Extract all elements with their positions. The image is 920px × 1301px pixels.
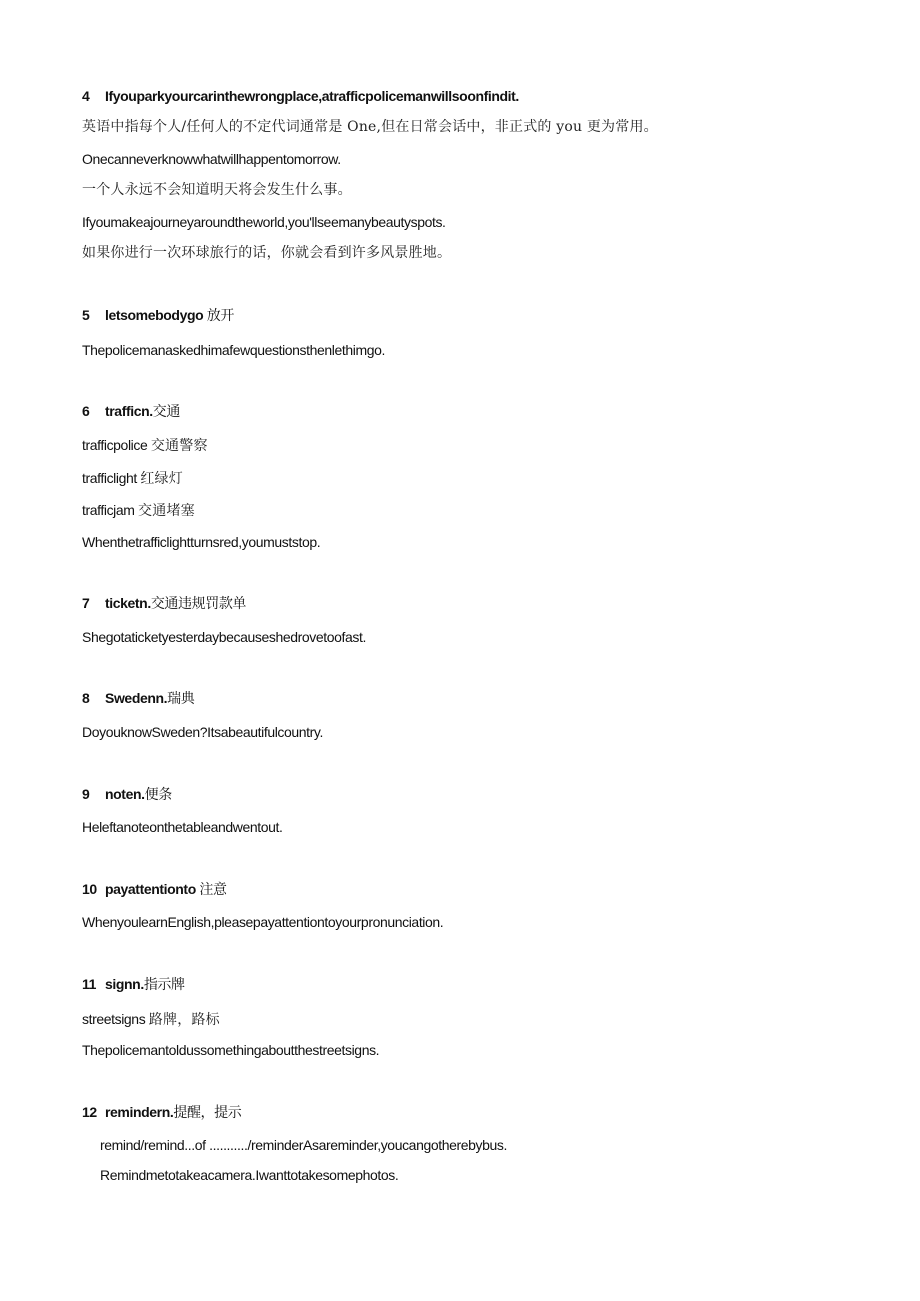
section-10-heading [82, 880, 227, 899]
section-4-example-1-translation: 一个人永远不会知道明天将会发生什么事。 [82, 182, 352, 198]
term-translation: 路牌，路标 [148, 1012, 220, 1028]
section-title-cn: 便条 [144, 787, 172, 803]
section-11-heading [82, 975, 185, 994]
section-4-example-2-translation: 如果你进行一次环球旅行的话，你就会看到许多风景胜地。 [82, 245, 452, 261]
term: trafficjam [82, 502, 135, 518]
section-11-item-1 [82, 1010, 220, 1029]
section-6-item-3 [82, 501, 195, 520]
term-translation: 交通警察 [150, 438, 208, 454]
section-title: signn. [105, 976, 144, 992]
section-4-example-2: Ifyoumakeajourneyaroundtheworld,you'llseemanybeautyspots. [82, 214, 446, 230]
section-9-example-1: Heleftanoteonthetableandwentout. [82, 819, 283, 835]
section-5-heading [82, 306, 234, 325]
section-9-heading [82, 785, 172, 804]
section-4-note: 英语中指每个人/任何人的不定代词通常是 One,但在日常会话中，非正式的 you 更为常用。 [82, 119, 658, 135]
section-number: 8 [82, 690, 90, 706]
section-4-heading [82, 87, 519, 105]
section-title-cn: 提醒，提示 [173, 1105, 242, 1121]
section-8-example-1: DoyouknowSweden?Itsabeautifulcountry. [82, 724, 323, 740]
section-6-example-1: Whenthetrafficlightturnsred,youmuststop. [82, 534, 321, 550]
section-title: ticketn. [105, 595, 151, 611]
section-5-example-1: Thepolicemanaskedhimafewquestionsthenlethimgo. [82, 342, 386, 358]
section-title: Swedenn. [105, 690, 168, 706]
section-4-example-1: Onecanneverknowwhatwillhappentomorrow. [82, 151, 341, 167]
section-title-cn: 瑞典 [167, 691, 195, 707]
section-number: 9 [82, 786, 90, 802]
section-6-heading [82, 402, 180, 421]
section-7-example-1: Shegotaticketyesterdaybecauseshedrovetoofast. [82, 629, 366, 645]
section-title: letsomebodygo [105, 307, 204, 323]
section-title-cn: 指示牌 [143, 977, 185, 993]
section-title-cn: 注意 [199, 882, 227, 898]
section-title-cn: 交通违规罚款单 [150, 596, 247, 612]
section-10-example-1: WhenyoulearnEnglish,pleasepayattentiontoyourpronunciation. [82, 914, 444, 930]
section-6-item-2 [82, 469, 183, 488]
section-12-example-1: remind/remind...of .........../reminderAsareminder,youcangotherebybus. [100, 1137, 507, 1153]
section-6-item-1 [82, 436, 208, 455]
term: streetsigns [82, 1011, 146, 1027]
section-title-cn: 交通 [152, 404, 180, 420]
section-number: 10 [82, 881, 97, 897]
section-title: Ifyouparkyourcarinthewrongplace,atrafficpolicemanwillsoonfindit. [105, 88, 519, 104]
section-number: 12 [82, 1104, 97, 1120]
term-translation: 红绿灯 [140, 471, 183, 487]
section-12-example-2: Remindmetotakeacamera.Iwanttotakesomephotos. [100, 1167, 399, 1183]
section-number: 11 [82, 976, 96, 992]
section-8-heading [82, 689, 194, 708]
section-11-example-1: Thepolicemantoldussomethingaboutthestreetsigns. [82, 1042, 380, 1058]
section-number: 7 [82, 595, 90, 611]
term-translation: 交通堵塞 [138, 503, 195, 519]
section-title: payattentionto [105, 881, 196, 897]
section-number: 6 [82, 403, 90, 419]
section-title: remindern. [105, 1104, 174, 1120]
section-number: 5 [82, 307, 90, 323]
section-title: noten. [105, 786, 145, 802]
term: trafficlight [82, 470, 137, 486]
section-title: trafficn. [105, 403, 153, 419]
term: trafficpolice [82, 437, 148, 453]
section-title-cn: 放开 [206, 308, 234, 324]
section-number: 4 [82, 88, 90, 104]
section-7-heading [82, 594, 246, 613]
section-12-heading [82, 1103, 241, 1122]
